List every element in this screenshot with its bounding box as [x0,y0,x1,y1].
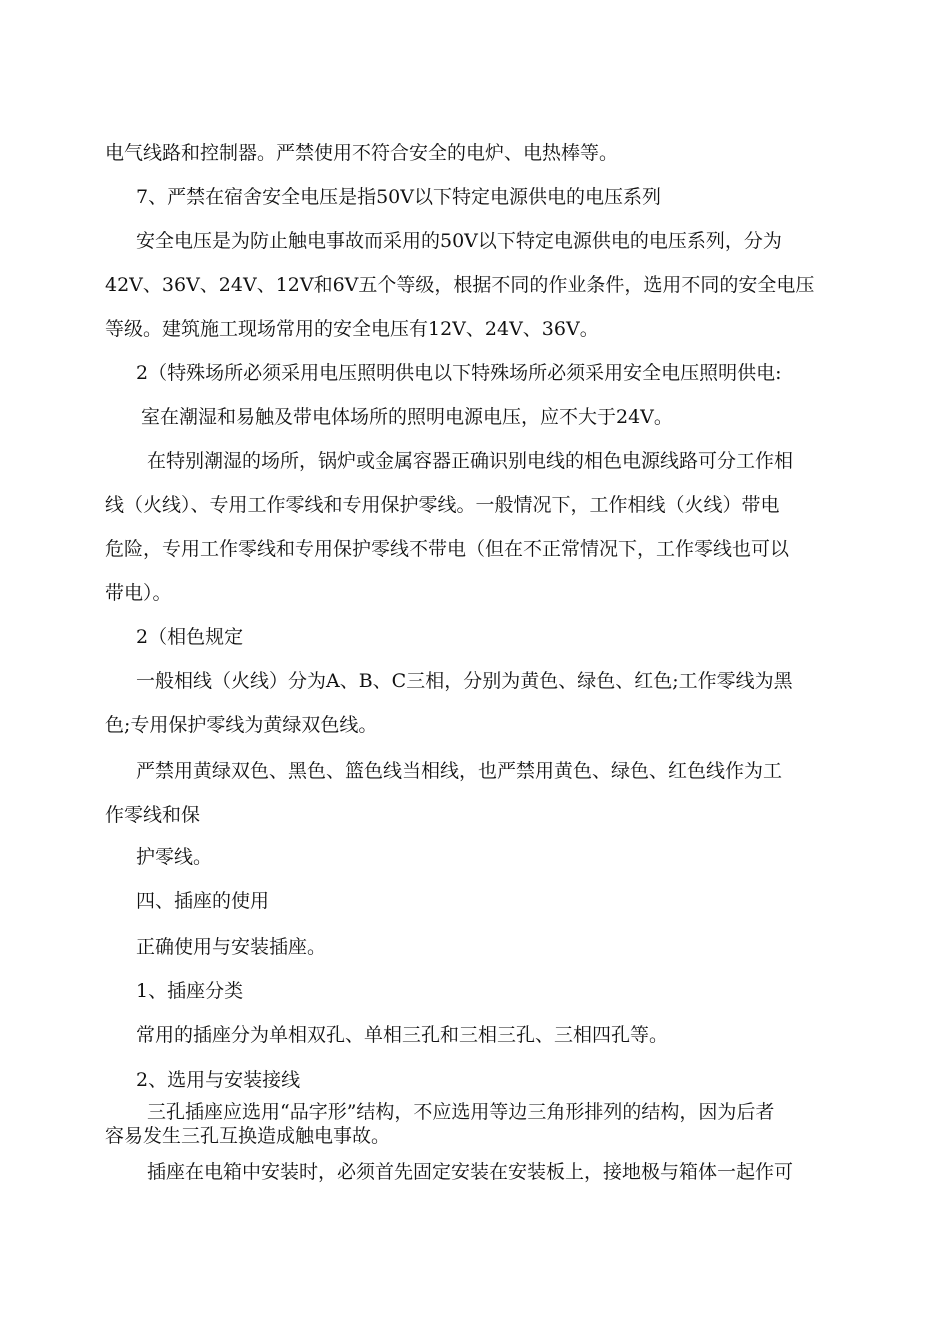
subsection-heading: 2、选用与安装接线 [136,1069,301,1091]
text-line: 电气线路和控制器。严禁使用不符合安全的电炉、电热棒等。 [105,142,619,164]
text-line: 作零线和保 [105,804,201,826]
text-line: 危险，专用工作零线和专用保护零线不带电（但在不正常情况下，工作零线也可以 [105,538,790,560]
text-line: 2（特殊场所必须采用电压照明供电以下特殊场所必须采用安全电压照明供电: [136,362,782,384]
text-line: 2（相色规定 [136,626,244,648]
text-line: 线（火线）、专用工作零线和专用保护零线。一般情况下，工作相线（火线）带电 [105,494,780,516]
section-heading: 四、插座的使用 [136,890,270,912]
text-line: 严禁用黄绿双色、黑色、篮色线当相线，也严禁用黄色、绿色、红色线作为工 [136,760,783,782]
text-line: 三孔插座应选用“品字形”结构，不应选用等边三角形排列的结构，因为后者 [147,1101,775,1123]
text-line: 带电）。 [105,582,172,604]
text-line: 42V、36V、24V、12V和6V五个等级，根据不同的作业条件，选用不同的安全电压 [105,274,815,296]
text-line: 容易发生三孔互换造成触电事故。 [105,1125,391,1147]
text-line: 室在潮湿和易触及带电体场所的照明电源电压，应不大于24V。 [141,406,673,428]
text-line: 护零线。 [136,846,213,868]
text-line: 一般相线（火线）分为A、B、C三相，分别为黄色、绿色、红色;工作零线为黑 [136,670,793,692]
text-line: 等级。建筑施工现场常用的安全电压有12V、24V、36V。 [105,318,599,340]
text-line: 在特别潮湿的场所，锅炉或金属容器正确识别电线的相色电源线路可分工作相 [147,450,794,472]
text-line: 插座在电箱中安装时，必须首先固定安装在安装板上，接地极与箱体一起作可 [147,1161,794,1183]
text-line: 正确使用与安装插座。 [136,936,327,958]
text-line: 安全电压是为防止触电事故而采用的50V以下特定电源供电的电压系列，分为 [136,230,782,252]
text-line: 7、严禁在宿舍安全电压是指50V以下特定电源供电的电压系列 [136,186,661,208]
subsection-heading: 1、插座分类 [136,980,244,1002]
text-line: 常用的插座分为单相双孔、单相三孔和三相三孔、三相四孔等。 [136,1024,669,1046]
text-line: 色;专用保护零线为黄绿双色线。 [105,714,378,736]
